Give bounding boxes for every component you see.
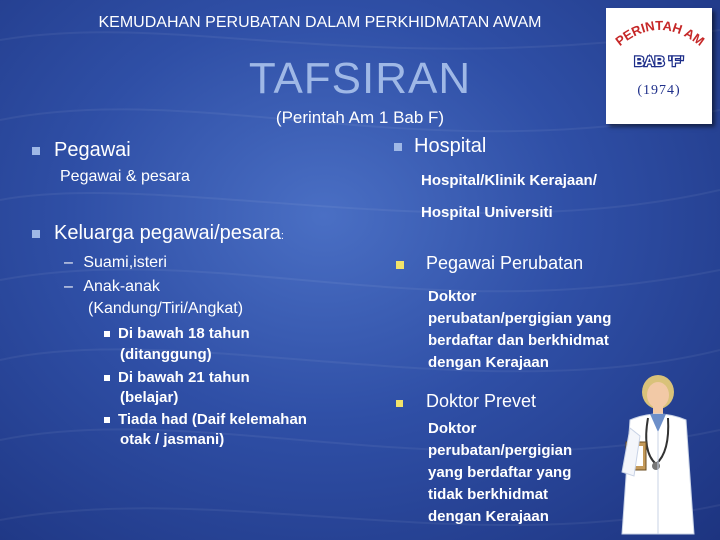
pegawai-perubatan-desc — [428, 286, 611, 374]
item-suami: Suami,isteri — [83, 254, 167, 271]
doktor-prevet-label: Doktor Prevet — [426, 391, 537, 411]
sub-item-21 — [104, 369, 250, 386]
keluarga-label: Keluarga pegawai/pesara — [54, 222, 281, 244]
pegawai-desc: Pegawai & pesara — [60, 168, 190, 185]
pegawai-label: Pegawai — [54, 139, 131, 161]
dp-desc-line: tidak berkhidmat — [428, 486, 549, 503]
hospital-label: Hospital — [414, 135, 487, 157]
pp-desc-line: dengan Kerajaan — [428, 354, 549, 371]
dp-desc-line: perubatan/pergigian — [428, 442, 573, 459]
dash-icon: – — [64, 254, 73, 271]
slide-title: TAFSIRAN — [248, 54, 472, 103]
square-bullet-icon — [396, 400, 403, 407]
sub-item-18-label: Di bawah 18 tahun — [118, 325, 250, 342]
badge-bab: BAB 'F' — [634, 53, 684, 69]
hospital-desc-2: Hospital Universiti — [421, 204, 553, 221]
badge-arc-text: PERINTAH AM — [612, 17, 708, 49]
square-bullet-icon — [104, 417, 110, 423]
square-bullet-icon — [32, 230, 40, 238]
sub-item-18 — [104, 325, 250, 342]
item-anak: Anak-anak — [83, 278, 160, 295]
hospital-desc-1: Hospital/Klinik Kerajaan/ — [421, 172, 597, 189]
sub-item-tiada-label: Tiada had (Daif kelemahan — [118, 411, 307, 428]
doctor-icon — [612, 372, 704, 538]
top-heading: KEMUDAHAN PERUBATAN DALAM PERKHIDMATAN AWAM — [98, 14, 542, 31]
sub-item-tiada-note: otak / jasmani) — [120, 431, 225, 448]
keluarga-suffix: : — [280, 230, 284, 242]
bullet-pegawai — [32, 139, 131, 162]
badge-year: (1974) — [637, 83, 681, 98]
dp-desc-line: dengan Kerajaan — [428, 508, 549, 525]
square-bullet-icon — [104, 331, 110, 337]
pp-desc-line: Doktor — [428, 288, 477, 305]
pp-desc-line: perubatan/pergigian yang — [428, 310, 612, 327]
sub-item-18-note: (ditanggung) — [120, 346, 212, 363]
bullet-pegawai-perubatan — [396, 253, 583, 274]
square-bullet-icon — [104, 375, 110, 381]
bullet-doktor-prevet — [396, 391, 536, 412]
slide-subtitle: (Perintah Am 1 Bab F) — [275, 108, 445, 127]
bullet-keluarga — [32, 222, 284, 245]
list-item-anak — [64, 278, 160, 296]
sub-item-tiada — [104, 411, 307, 428]
bullet-hospital — [394, 135, 486, 158]
square-bullet-icon — [394, 143, 402, 151]
dp-desc-line: yang berdaftar yang — [428, 464, 572, 481]
perintah-am-badge — [606, 8, 712, 124]
pp-desc-line: berdaftar dan berkhidmat — [428, 332, 609, 349]
item-anak-sub: (Kandung/Tiri/Angkat) — [88, 300, 244, 317]
sub-item-21-note: (belajar) — [120, 389, 179, 406]
doktor-prevet-desc — [428, 418, 572, 528]
square-bullet-icon — [32, 147, 40, 155]
pegawai-perubatan-label: Pegawai Perubatan — [426, 253, 584, 273]
dp-desc-line: Doktor — [428, 420, 477, 437]
list-item-suami — [64, 254, 167, 272]
dash-icon: – — [64, 278, 73, 295]
square-bullet-icon — [396, 261, 404, 269]
sub-item-21-label: Di bawah 21 tahun — [118, 369, 250, 386]
